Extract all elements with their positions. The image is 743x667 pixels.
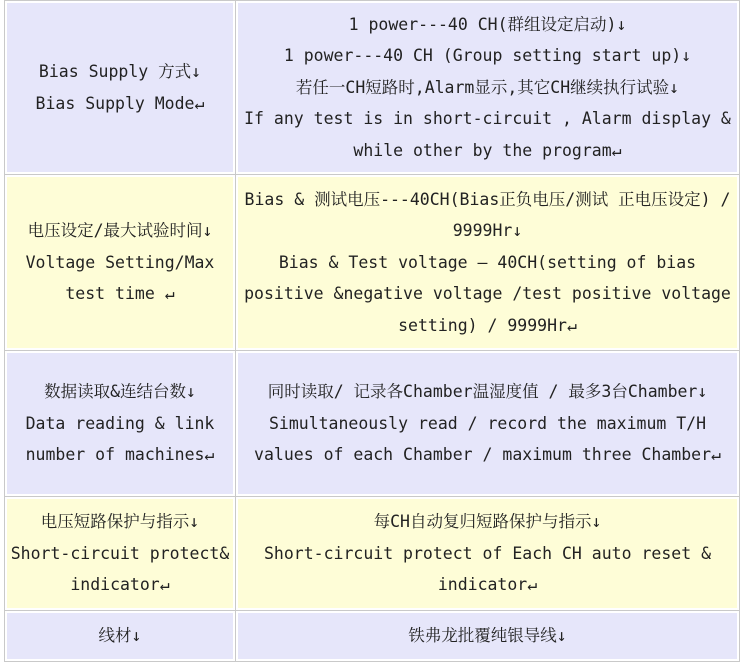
label-line: Bias Supply Mode↵	[35, 93, 205, 113]
value-line: 铁弗龙批覆纯银导线↓	[408, 626, 567, 646]
label-line: 线材↓	[98, 626, 142, 646]
label-line: Data reading & link number of machines↵	[25, 413, 215, 465]
value-line: Bias & Test voltage – 40CH(setting of bias positive &negative voltage /test positive voltage setting) / 9999Hr↵	[244, 252, 731, 335]
label-line: 数据读取&连结台数↓	[44, 382, 196, 402]
row-label	[4, 174, 235, 350]
row-label	[4, 0, 235, 174]
value-line: 同时读取/ 记录各Chamber温湿度值 / 最多3台Chamber↓	[267, 382, 708, 402]
value-line: Short-circuit protect of Each CH auto reset & indicator↵	[263, 543, 712, 595]
value-line: 1 power---40 CH(群组设定启动)↓	[348, 14, 627, 34]
label-line: Short-circuit protect& indicator↵	[10, 543, 230, 595]
label-line: Voltage Setting/Max test time ↵	[25, 252, 215, 304]
label-line: Bias Supply 方式↓	[38, 62, 202, 81]
table-row	[4, 0, 740, 174]
table-row	[4, 496, 740, 610]
value-line: Bias & 测试电压---40CH(Bias正负电压/测试 正电压设定) / 9999Hr↓	[244, 189, 731, 241]
label-line: 电压设定/最大试验时间↓	[27, 221, 213, 241]
table-row	[4, 174, 740, 350]
row-label	[4, 610, 235, 662]
value-line: 每CH自动复归短路保护与指示↓	[373, 512, 602, 532]
row-value	[235, 496, 740, 610]
label-line: 电压短路保护与指示↓	[40, 512, 200, 532]
table-row	[4, 350, 740, 496]
value-line: 1 power---40 CH (Group setting start up)↓	[283, 46, 692, 66]
row-value	[235, 174, 740, 350]
row-value	[235, 0, 740, 174]
value-line: Simultaneously read / record the maximum T/H values of each Chamber / maximum three Chamber↵	[254, 413, 721, 465]
row-label	[4, 496, 235, 610]
row-value	[235, 350, 740, 496]
row-label	[4, 350, 235, 496]
value-line: 若任一CH短路时,Alarm显示,其它CH继续执行试验↓	[295, 77, 680, 97]
value-line: If any test is in short-circuit , Alarm display & while other by the program↵	[244, 109, 731, 160]
row-value	[235, 610, 740, 662]
spec-table	[4, 0, 740, 662]
table-row	[4, 610, 740, 662]
